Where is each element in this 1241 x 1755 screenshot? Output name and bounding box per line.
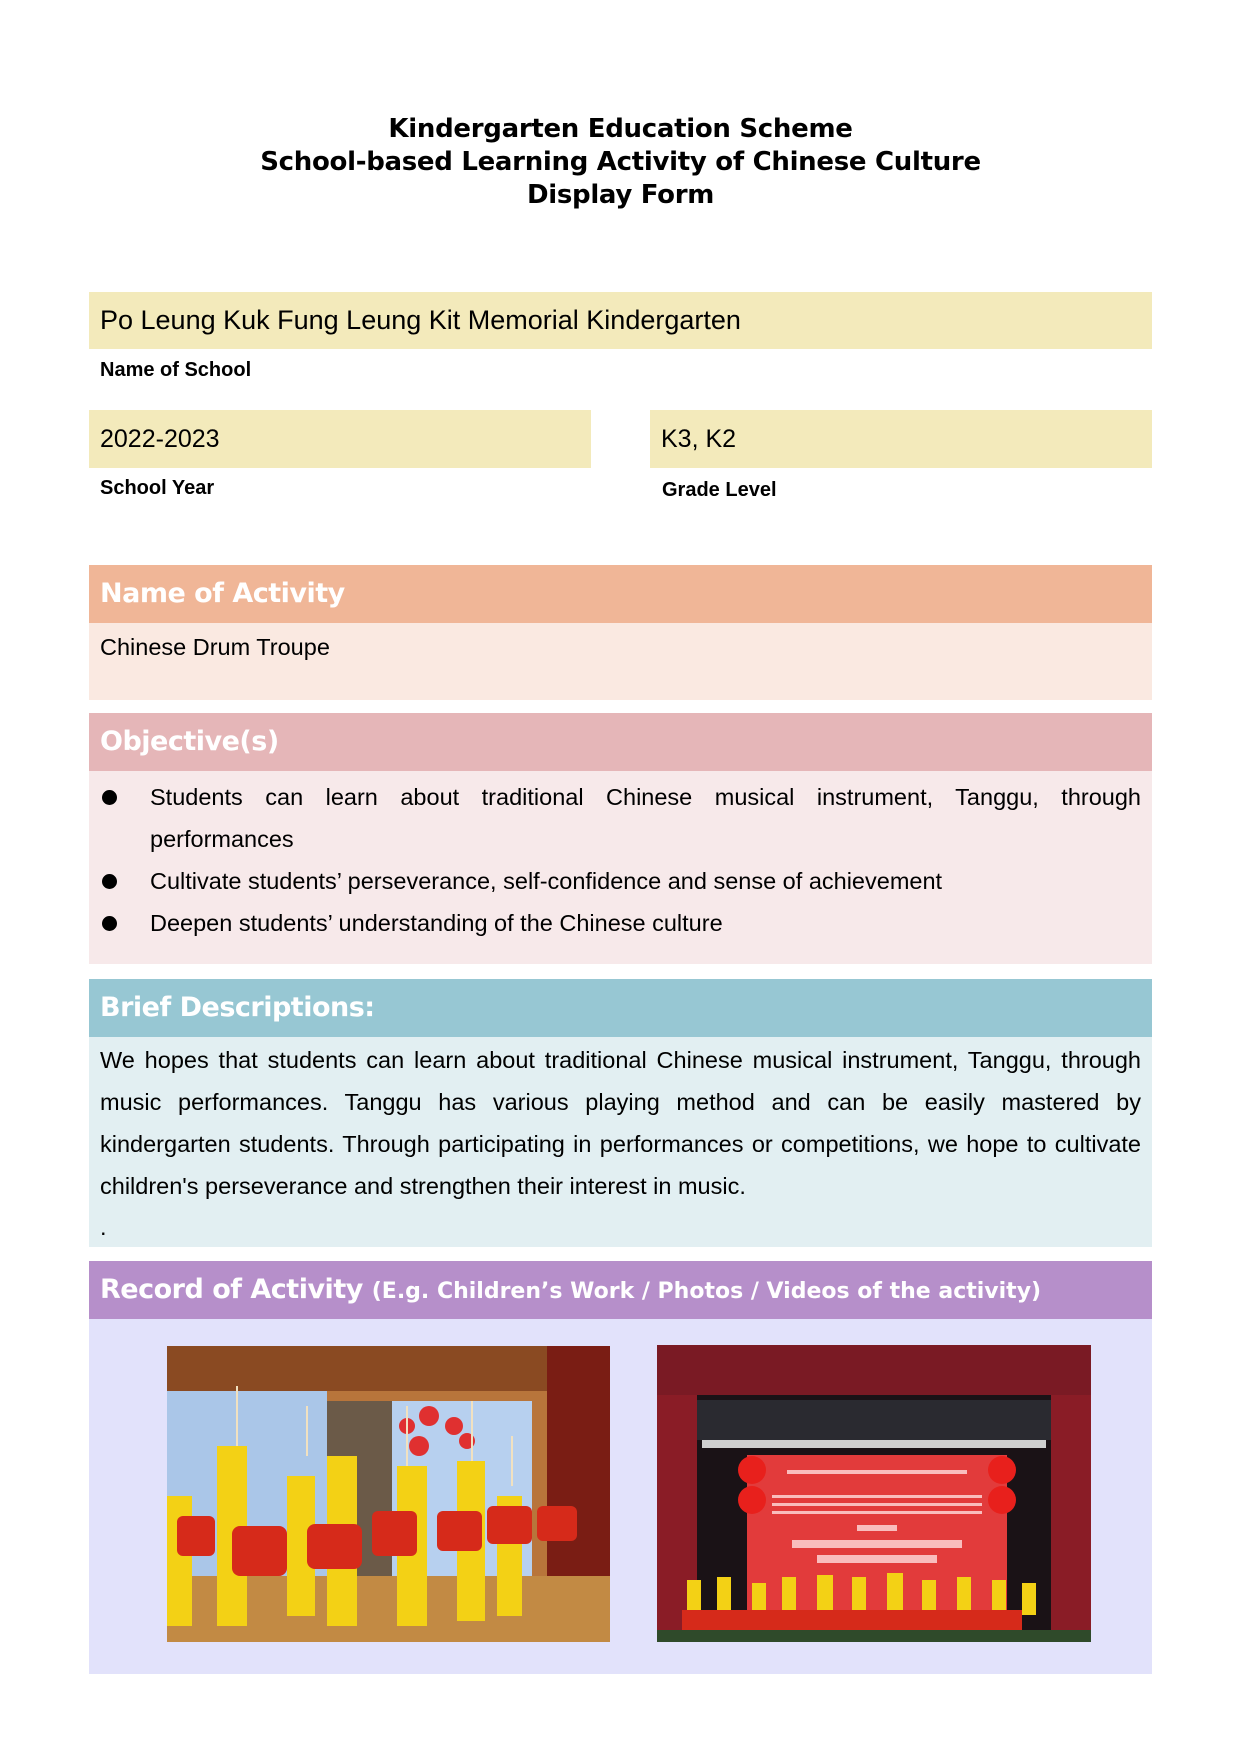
title-line-1: Kindergarten Education Scheme bbox=[388, 114, 853, 144]
objectives-section bbox=[89, 713, 1152, 964]
school-year-field bbox=[89, 410, 591, 468]
school-name-field bbox=[89, 292, 1152, 349]
description-heading: Brief Descriptions: bbox=[89, 979, 1152, 1037]
grade-level-field bbox=[650, 410, 1152, 468]
activity-heading: Name of Activity bbox=[89, 565, 1152, 623]
photo-2-image bbox=[657, 1345, 1091, 1642]
objective-item bbox=[89, 776, 1152, 860]
school-year-label: School Year bbox=[100, 477, 215, 499]
title-line-2: School-based Learning Activity of Chinese Culture bbox=[260, 147, 981, 177]
objective-text: Deepen students’ understanding of the Chinese culture bbox=[150, 910, 723, 936]
description-text: We hopes that students can learn about traditional Chinese musical instrument, Tanggu, through music performances. Tanggu has various playing method and can be easily mastered by kindergarten students. Through participating in performances or competitions, we hope to cultivate children's perseverance and strengthen their interest in music. bbox=[100, 1047, 1141, 1199]
school-name-value: Po Leung Kuk Fung Leung Kit Memorial Kindergarten bbox=[100, 305, 741, 335]
grade-level-label: Grade Level bbox=[662, 479, 777, 501]
objective-text: Cultivate students’ perseverance, self-confidence and sense of achievement bbox=[150, 868, 943, 894]
title-line-3: Display Form bbox=[526, 180, 715, 210]
objective-text: Students can learn about traditional Chinese musical instrument, Tanggu, through performances bbox=[150, 784, 1141, 852]
objectives-heading: Objective(s) bbox=[89, 713, 1152, 771]
activity-photo-1[interactable] bbox=[167, 1346, 610, 1642]
activity-name: Chinese Drum Troupe bbox=[100, 634, 330, 660]
photo-1-image bbox=[167, 1346, 610, 1642]
bullet-icon bbox=[102, 874, 117, 889]
bullet-icon bbox=[102, 916, 117, 931]
activity-section bbox=[89, 565, 1152, 700]
record-heading-title: Record of Activity bbox=[100, 1274, 363, 1305]
record-heading bbox=[89, 1261, 1152, 1319]
activity-body bbox=[89, 623, 1152, 700]
record-section bbox=[89, 1261, 1152, 1674]
description-section bbox=[89, 979, 1152, 1247]
objectives-body bbox=[89, 771, 1152, 964]
school-year-value: 2022-2023 bbox=[100, 425, 220, 453]
school-name-label: Name of School bbox=[100, 359, 252, 381]
form-title bbox=[0, 113, 1241, 212]
description-body bbox=[89, 1037, 1152, 1247]
bullet-icon bbox=[102, 790, 117, 805]
objective-item bbox=[89, 860, 1152, 902]
description-trailing: . bbox=[100, 1214, 107, 1240]
objective-item bbox=[89, 902, 1152, 944]
activity-photo-2[interactable] bbox=[657, 1345, 1091, 1642]
record-heading-subtitle: (E.g. Children’s Work / Photos / Videos of the activity) bbox=[371, 1279, 1042, 1304]
grade-level-value: K3, K2 bbox=[661, 425, 737, 453]
record-body bbox=[89, 1319, 1152, 1674]
